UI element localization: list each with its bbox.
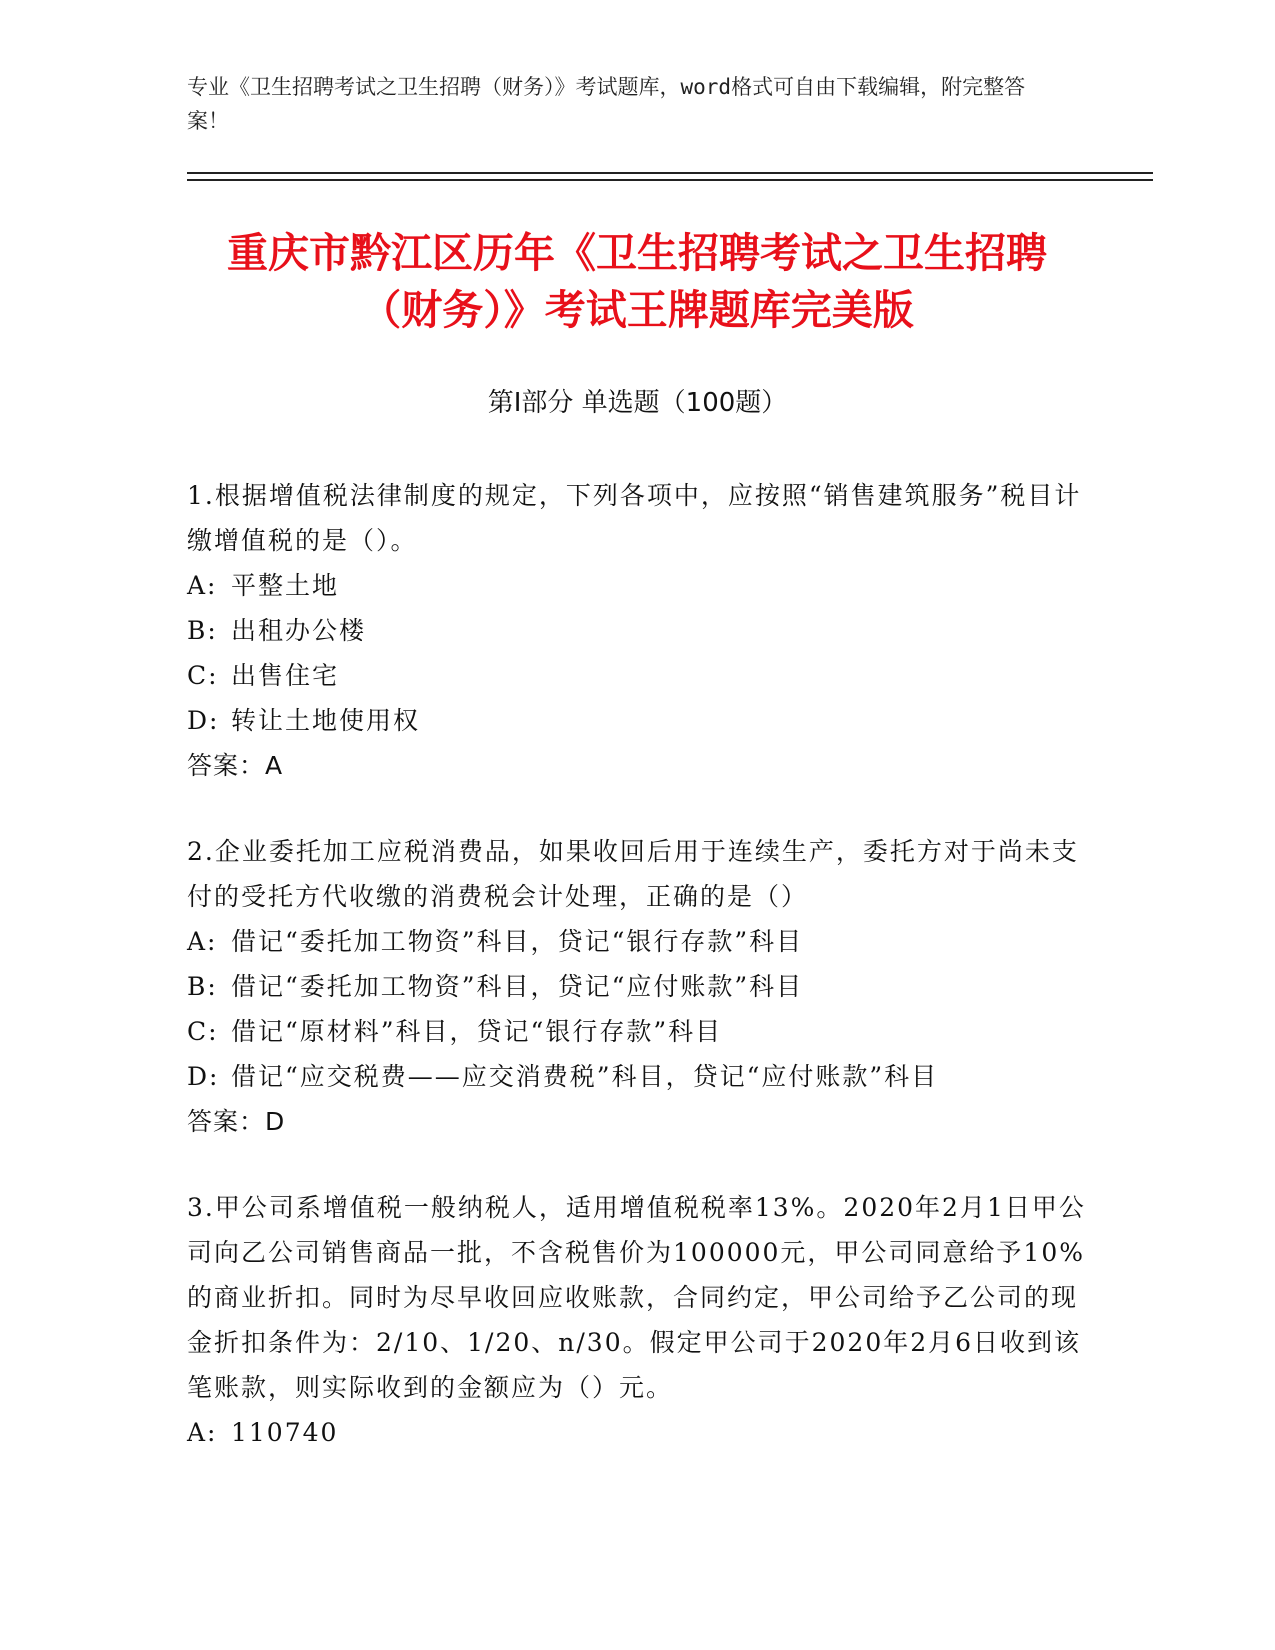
question-list xyxy=(187,473,1087,1496)
option-letter: C: xyxy=(187,661,219,690)
option-text: 借记“原材料”科目，贷记“银行存款”科目 xyxy=(231,1017,723,1046)
option-text: 出售住宅 xyxy=(231,661,340,690)
option-letter: A: xyxy=(187,1418,218,1447)
option-text: 出租办公楼 xyxy=(231,616,367,645)
option-text: 借记“应交税费——应交消费税”科目，贷记“应付账款”科目 xyxy=(231,1062,939,1091)
option-letter: D: xyxy=(187,706,220,735)
option-c xyxy=(187,653,1087,698)
option-d xyxy=(187,698,1087,743)
section-title: 第Ⅰ部分 单选题（100题） xyxy=(487,388,788,418)
document-title: 重庆市黔江区历年《卫生招聘考试之卫生招聘（财务）》考试王牌题库完美版 xyxy=(227,229,1047,334)
option-letter: C: xyxy=(187,1017,219,1046)
answer-line: 答案：D xyxy=(187,1107,286,1136)
option-letter: B: xyxy=(187,972,218,1001)
question-1 xyxy=(187,473,1087,788)
option-a xyxy=(187,563,1087,608)
option-text: 平整土地 xyxy=(231,571,340,600)
option-d xyxy=(187,1054,1087,1099)
question-2 xyxy=(187,829,1087,1144)
question-3 xyxy=(187,1185,1087,1455)
option-text: 110740 xyxy=(231,1418,339,1447)
question-stem: 2.企业委托加工应税消费品，如果收回后用于连续生产，委托方对于尚未支付的受托方代收缴的消费税会计处理，正确的是（） xyxy=(187,837,1079,911)
option-letter: A: xyxy=(187,571,218,600)
answer-line: 答案：A xyxy=(187,751,284,780)
option-c xyxy=(187,1009,1087,1054)
option-text: 借记“委托加工物资”科目，贷记“应付账款”科目 xyxy=(231,972,804,1001)
header-note: 专业《卫生招聘考试之卫生招聘（财务）》考试题库，word格式可自由下载编辑，附完整答案！ xyxy=(187,75,1026,133)
option-letter: A: xyxy=(187,927,218,956)
option-a xyxy=(187,1410,1087,1455)
option-b xyxy=(187,964,1087,1009)
option-letter: B: xyxy=(187,616,218,645)
option-b xyxy=(187,608,1087,653)
header-rule-top xyxy=(187,172,1153,174)
option-text: 借记“委托加工物资”科目，贷记“银行存款”科目 xyxy=(231,927,804,956)
question-stem: 1.根据增值税法律制度的规定，下列各项中，应按照“销售建筑服务”税目计缴增值税的是（）。 xyxy=(187,481,1082,555)
option-a xyxy=(187,919,1087,964)
option-letter: D: xyxy=(187,1062,220,1091)
header-rule-bottom xyxy=(187,179,1153,181)
option-text: 转让土地使用权 xyxy=(231,706,421,735)
question-stem: 3.甲公司系增值税一般纳税人，适用增值税税率13%。2020年2月1日甲公司向乙公司销售商品一批，不含税售价为100000元，甲公司同意给予10%的商业折扣。同时为尽早收回应收账款，合同约定，甲公司给予乙公司的现金折扣条件为：2/10、1/20、n/30。假定甲公司于2020年2月6日收到该笔账款，则实际收到的金额应为（）元。 xyxy=(187,1193,1086,1402)
